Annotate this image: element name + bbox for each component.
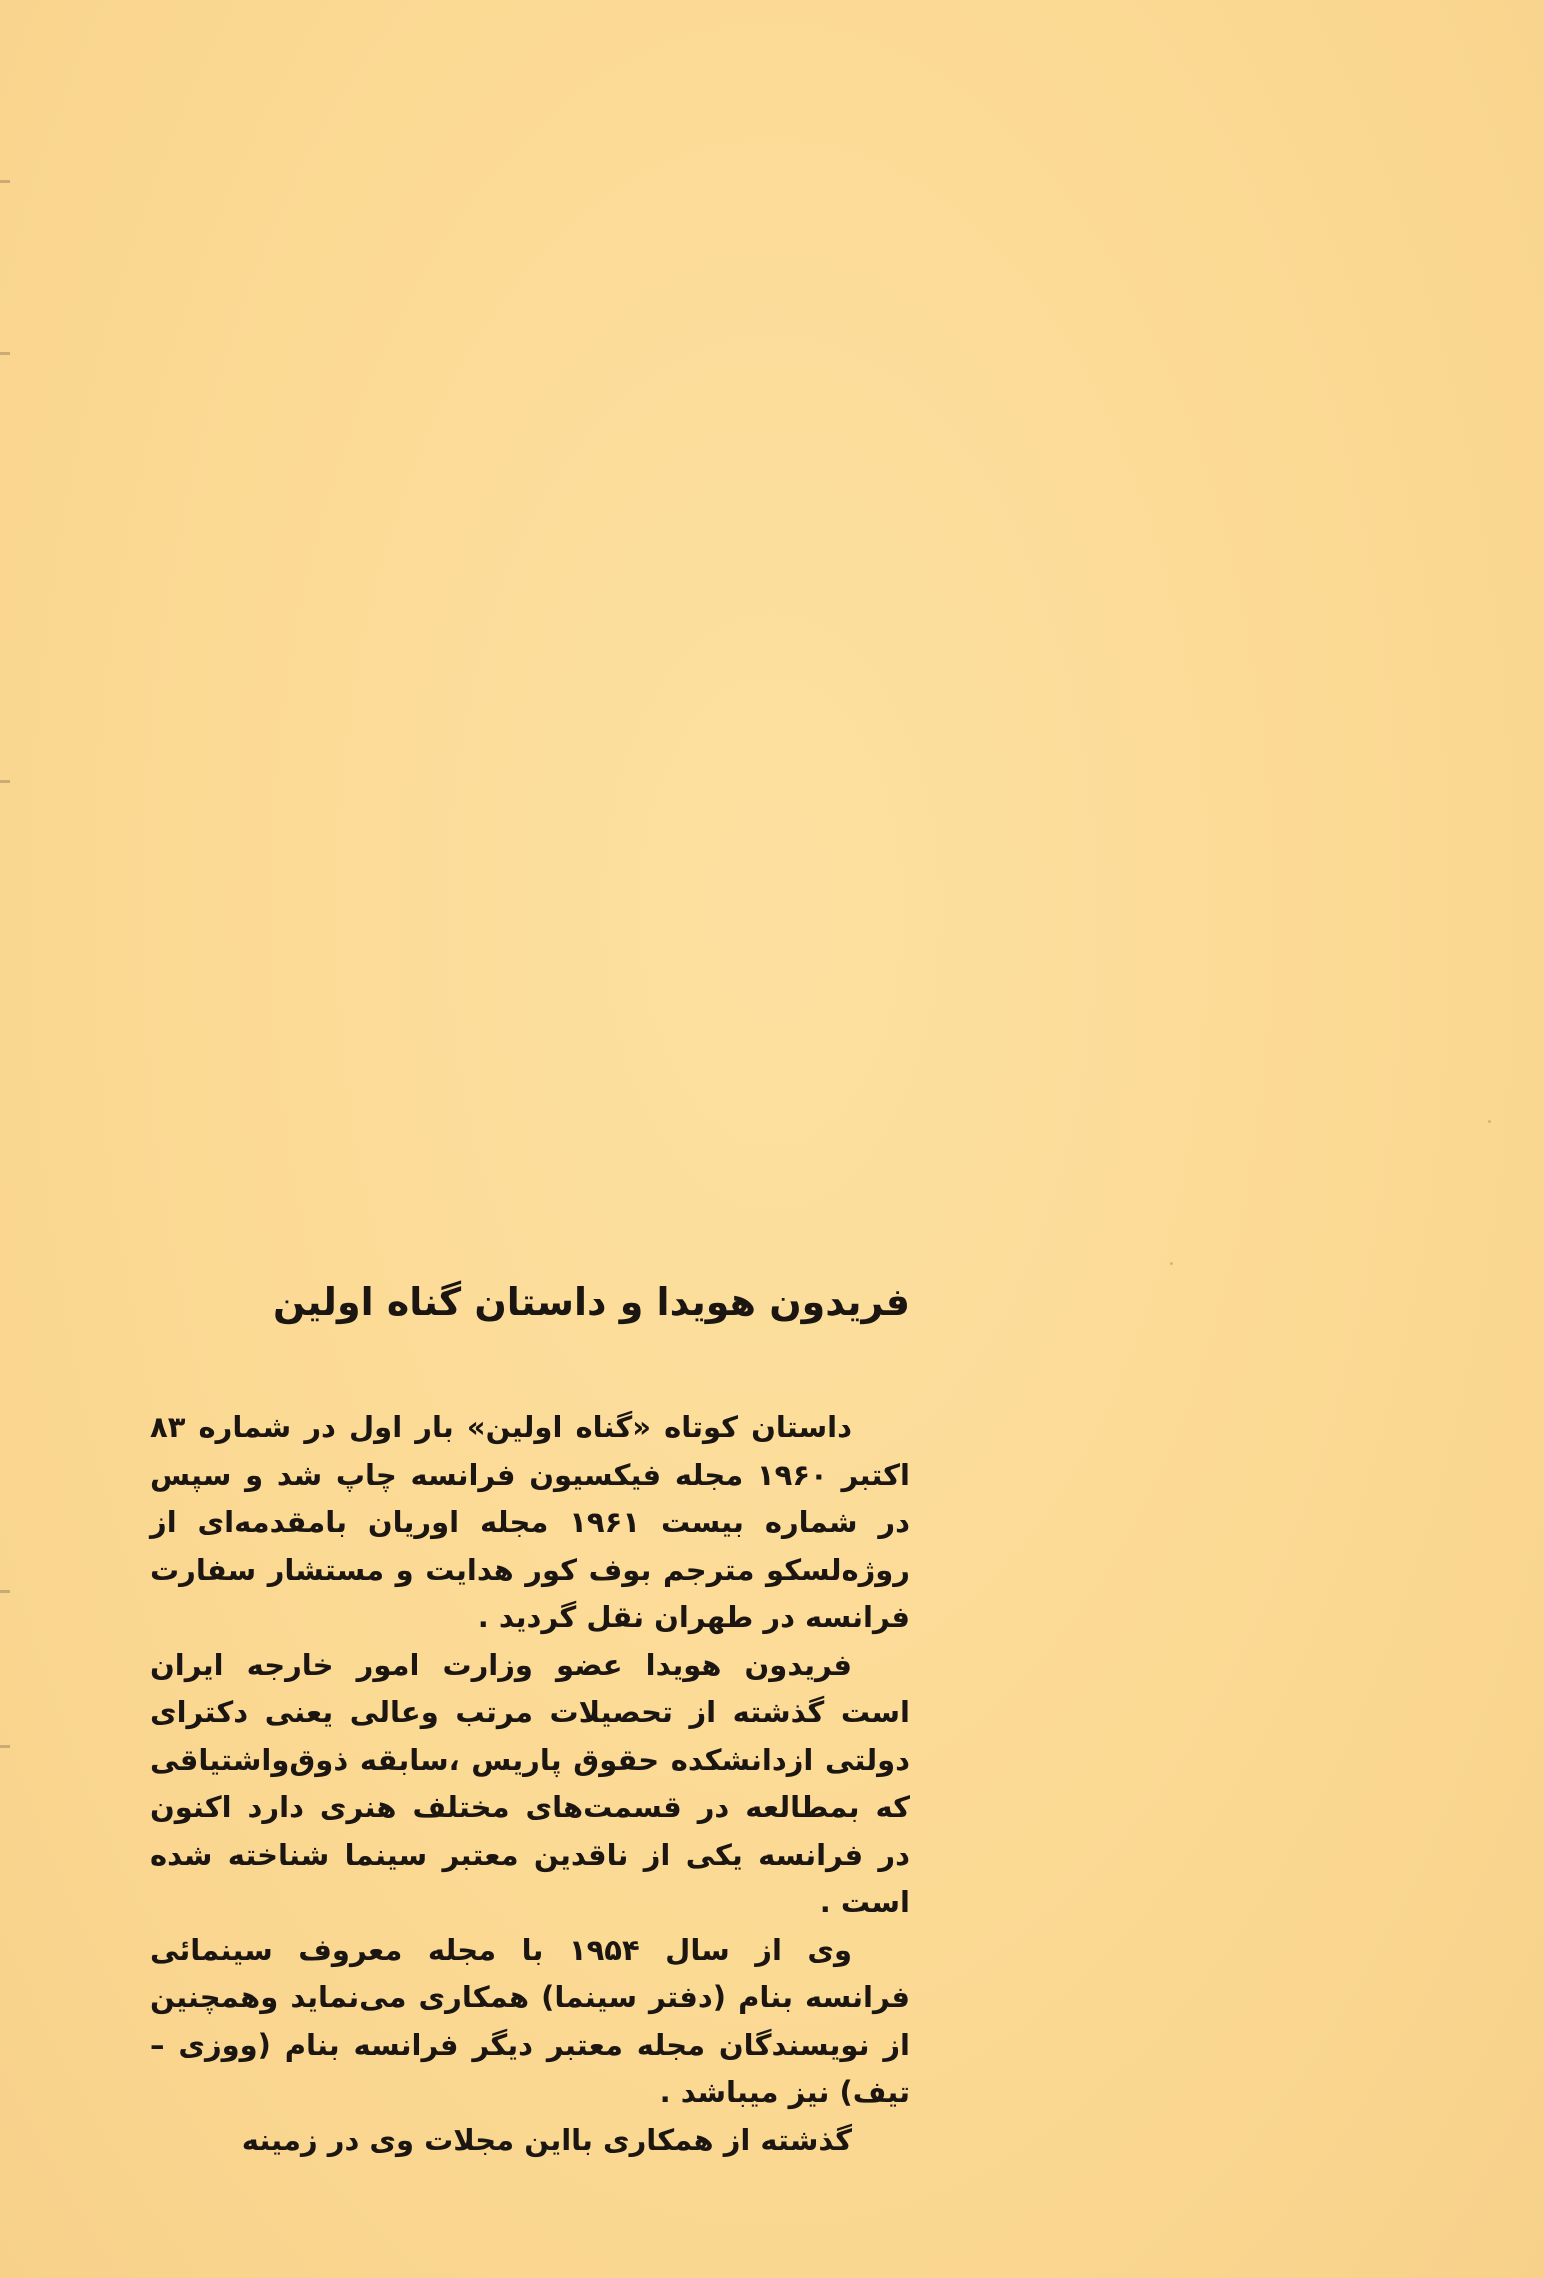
article-paragraph: فریدون هویدا عضو وزارت امور خارجه ایران است گذشته از تحصیلات مرتب وعالی یعنی دکترای دولتی ازدانشکده حقوق پاریس ،سابقه ذوق‌واشتیاقی که بمطالعه در قسمت‌های مختلف هنری دارد اکنون در فرانسه یکی از ناقدین معتبر سینما شناخته شده است . [150, 1647, 910, 1919]
article-paragraph: داستان کوتاه «گناه اولین» بار اول در شماره ۸۳ اکتبر ۱۹۶۰ مجله فیکسیون فرانسه چاپ شد و سپس در شماره بیست ۱۹۶۱ مجله اوریان بامقدمه‌ای از روژه‌لسکو مترجم بوف کور هدایت و مستشار سفارت فرانسه در طهران نقل گردید . [150, 1410, 910, 1634]
article-paragraph: گذشته از همکاری بااین مجلات وی در زمینه [241, 2122, 852, 2157]
page-edge-mark [0, 780, 10, 783]
article-title: فریدون هویدا و داستان گناه اولین [272, 1280, 910, 1324]
paper-speck [1488, 1120, 1491, 1123]
page-edge-mark [0, 352, 10, 355]
paper-speck [1170, 1262, 1173, 1265]
article-paragraph: وی از سال ۱۹۵۴ با مجله معروف سینمائی فرانسه بنام (دفتر سینما) همکاری می‌نماید وهمچنین از نویسندگان مجله معتبر دیگر فرانسه بنام (ووزی – تیف) نیز میباشد . [150, 1932, 910, 2109]
page-edge-mark [0, 180, 10, 183]
article [150, 1262, 910, 2164]
page-edge-mark [0, 1745, 10, 1748]
page-edge-mark [0, 1590, 10, 1593]
